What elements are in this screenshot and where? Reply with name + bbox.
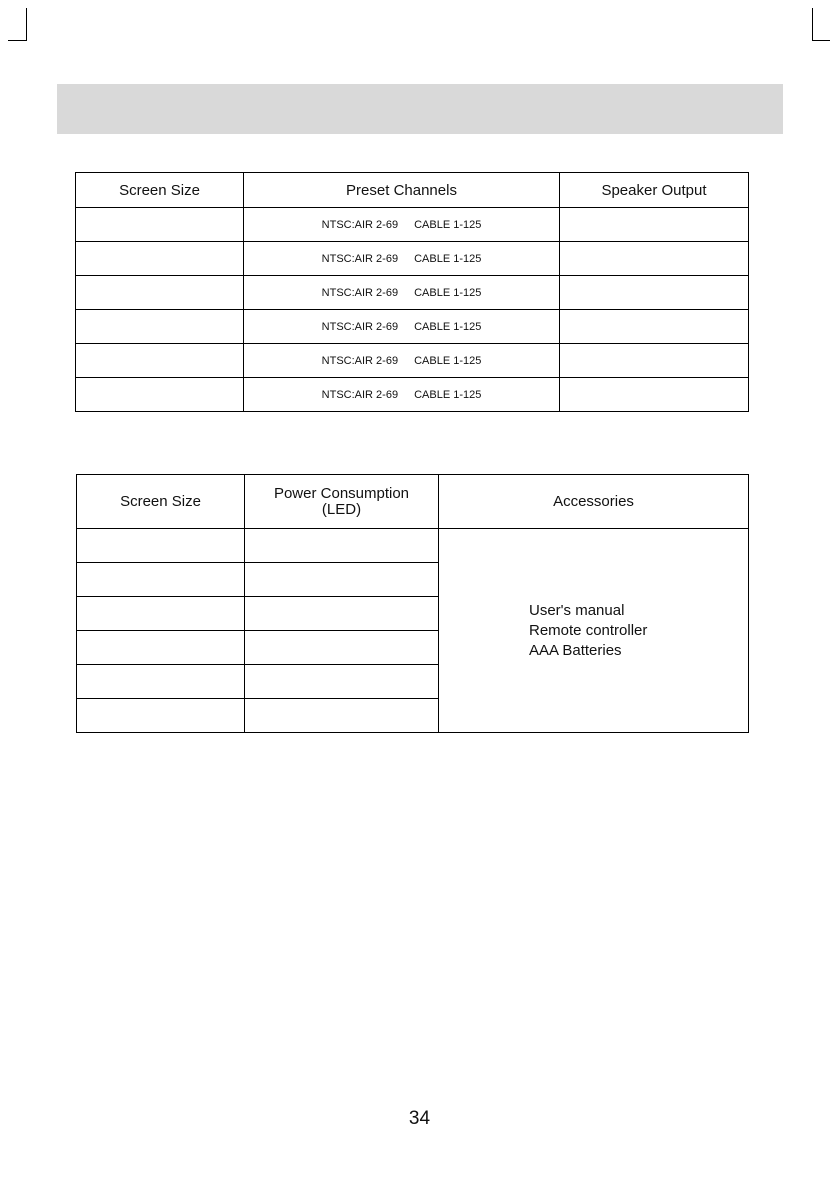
cable-range: CABLE 1-125 <box>414 218 482 231</box>
screen-size-cell <box>77 665 245 699</box>
air-range: NTSC:AIR 2-69 <box>321 354 399 367</box>
header-preset-channels: Preset Channels <box>244 173 560 208</box>
power-cell <box>245 563 439 597</box>
power-header-line1: Power Consumption <box>273 484 410 502</box>
header-screen-size: Screen Size <box>76 173 244 208</box>
crop-mark-top-right-h <box>812 40 830 41</box>
screen-size-cell <box>76 310 244 344</box>
crop-mark-top-left-v <box>26 8 27 41</box>
accessory-item: Remote controller <box>529 621 648 639</box>
preset-channels-cell <box>244 310 560 344</box>
air-range: NTSC:AIR 2-69 <box>321 286 399 299</box>
air-range: NTSC:AIR 2-69 <box>321 388 399 401</box>
cable-range: CABLE 1-125 <box>414 354 482 367</box>
speaker-output-cell <box>560 208 749 242</box>
table-row <box>77 529 749 563</box>
header-screen-size: Screen Size <box>77 475 245 529</box>
power-cell <box>245 665 439 699</box>
specifications-table <box>75 172 749 412</box>
table-row <box>76 242 749 276</box>
table-row <box>76 378 749 412</box>
table-row <box>76 310 749 344</box>
screen-size-cell <box>76 378 244 412</box>
air-range: NTSC:AIR 2-69 <box>321 218 399 231</box>
screen-size-cell <box>77 597 245 631</box>
cable-range: CABLE 1-125 <box>414 252 482 265</box>
crop-mark-top-right-v <box>812 8 813 41</box>
page-number: 34 <box>408 1108 431 1129</box>
spec-header-row <box>76 173 749 208</box>
power-header-line2: (LED) <box>321 500 362 518</box>
preset-channels-cell <box>244 276 560 310</box>
speaker-output-cell <box>560 310 749 344</box>
preset-channels-cell <box>244 208 560 242</box>
power-accessories-table <box>76 474 749 733</box>
preset-channels-cell <box>244 242 560 276</box>
screen-size-cell <box>76 242 244 276</box>
power-cell <box>245 597 439 631</box>
header-power-consumption <box>245 475 439 529</box>
preset-channels-cell <box>244 344 560 378</box>
header-accessories: Accessories <box>439 475 749 529</box>
table-row <box>76 344 749 378</box>
table-row <box>76 208 749 242</box>
screen-size-cell <box>76 276 244 310</box>
table-row <box>76 276 749 310</box>
power-header-row <box>77 475 749 529</box>
power-cell <box>245 699 439 733</box>
cable-range: CABLE 1-125 <box>414 286 482 299</box>
power-cell <box>245 529 439 563</box>
screen-size-cell <box>77 631 245 665</box>
speaker-output-cell <box>560 378 749 412</box>
section-header-bar <box>57 84 783 134</box>
speaker-output-cell <box>560 242 749 276</box>
screen-size-cell <box>76 208 244 242</box>
screen-size-cell <box>77 699 245 733</box>
cable-range: CABLE 1-125 <box>414 320 482 333</box>
power-cell <box>245 631 439 665</box>
accessory-item: User's manual <box>529 601 625 619</box>
air-range: NTSC:AIR 2-69 <box>321 320 399 333</box>
screen-size-cell <box>76 344 244 378</box>
header-speaker-output: Speaker Output <box>560 173 749 208</box>
accessory-item: AAA Batteries <box>529 641 622 659</box>
air-range: NTSC:AIR 2-69 <box>321 252 399 265</box>
crop-mark-top-left-h <box>8 40 26 41</box>
screen-size-cell <box>77 529 245 563</box>
cable-range: CABLE 1-125 <box>414 388 482 401</box>
speaker-output-cell <box>560 344 749 378</box>
speaker-output-cell <box>560 276 749 310</box>
preset-channels-cell <box>244 378 560 412</box>
accessories-cell <box>439 529 749 733</box>
screen-size-cell <box>77 563 245 597</box>
